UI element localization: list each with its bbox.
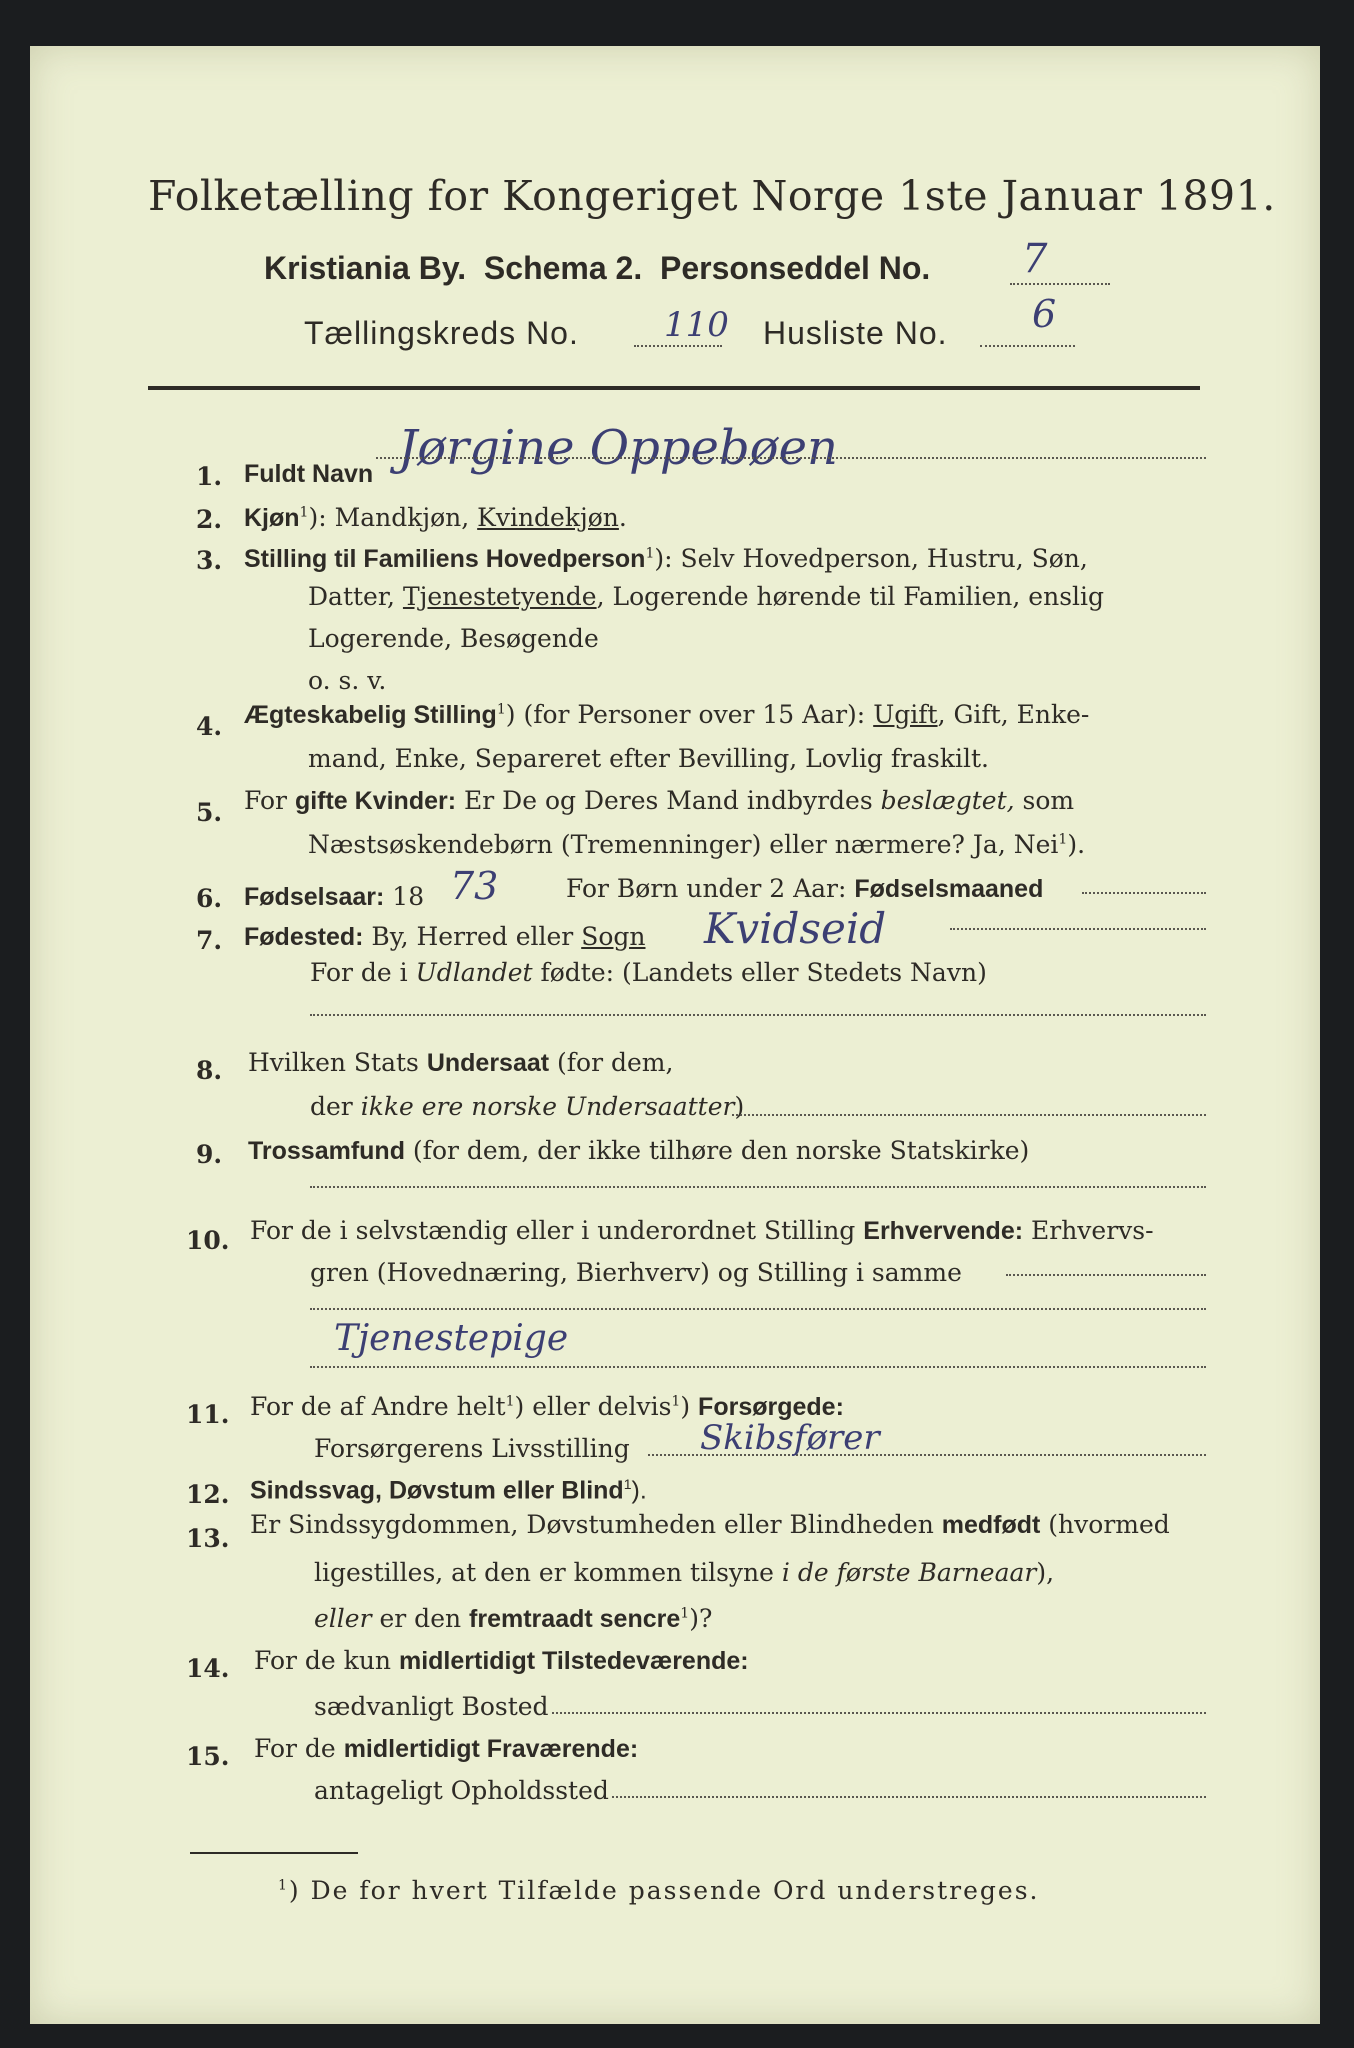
q5-b: gifte Kvinder:: [294, 787, 457, 815]
q13-l3-a: eller: [314, 1604, 372, 1633]
footnote-text: ) De for hvert Tilfælde passende Ord understreges.: [288, 1876, 1040, 1905]
q11-b: ) eller delvis: [514, 1392, 672, 1421]
form-title: Folketælling for Kongeriget Norge 1ste Januar 1891.: [148, 172, 1276, 220]
q15-a: For de: [254, 1734, 344, 1763]
q8-line-1: [248, 1048, 673, 1078]
header-rule: [148, 386, 1200, 390]
item-number-6: 6.: [196, 884, 223, 913]
q3-l2-c: , Logerende hørende til Familien, enslig: [596, 582, 1105, 611]
q6-rest: [566, 874, 1043, 904]
personseddel-dots: [1010, 283, 1110, 285]
q13-line-3: eller er den fremtraadt sencre$^1$)?: [314, 1604, 713, 1633]
q9-label: Trossamfund: [248, 1137, 405, 1165]
tellingskreds-number: 110: [664, 305, 729, 345]
q7-l2-c: fødte: (Landets eller Stedets Navn): [532, 958, 987, 987]
q10-c: Erhvervs-: [1023, 1216, 1154, 1245]
q6-rest-b: Fødselsmaaned: [854, 875, 1044, 903]
q3-line-4: o. s. v.: [308, 666, 387, 695]
personseddel-label: Personseddel No.: [660, 250, 931, 286]
q8-dots: [732, 1114, 1206, 1116]
item-number-12: 12.: [186, 1480, 230, 1509]
q6-label: Fødselsaar:: [244, 883, 385, 911]
q13-l3-b: er den: [371, 1604, 470, 1633]
q9-line: [248, 1136, 1029, 1166]
q7-dots-2: [310, 1014, 1206, 1016]
q15-line-1: [254, 1734, 638, 1764]
q7-l2-b: Udlandet: [415, 958, 533, 987]
q4-line-1: Ægteskabelig Stilling$^1$) (for Personer over 15 Aar): Ugift, Gift, Enke-: [244, 700, 1090, 729]
q14-a: For de kun: [254, 1646, 399, 1675]
q12-text: Sindssvag, Døvstum eller Blind: [250, 1476, 624, 1505]
q6-year-value: 73: [450, 864, 499, 908]
q2-line: Kjøn$^1$): Mandkjøn, Kvindekjøn.: [244, 503, 627, 532]
q7-line-2: [310, 958, 987, 987]
q10-dots-3: [310, 1366, 1206, 1368]
q1-dots: [376, 457, 1206, 459]
q5-c: Er De og Deres Mand indbyrdes: [456, 786, 881, 815]
q7-label: Fødested:: [244, 923, 364, 951]
q8-line-2: [310, 1092, 744, 1121]
item-number-5: 5.: [196, 798, 223, 827]
q9-rest: (for dem, der ikke tilhøre den norske Statskirke): [404, 1136, 1030, 1165]
q4-l1-a: ) (for Personer over 15 Aar):: [505, 700, 874, 729]
q3-l2-a: Datter,: [308, 582, 403, 611]
item-number-15: 15.: [186, 1742, 230, 1771]
q2-label: Kjøn: [244, 504, 300, 532]
husliste-number: 6: [1032, 292, 1057, 336]
q9-dots: [310, 1186, 1206, 1188]
q11-a: For de af Andre helt: [250, 1392, 506, 1421]
q13-l2-a: ligestilles, at den er kommen tilsyne: [314, 1558, 782, 1587]
q10-dots-1: [1006, 1274, 1206, 1276]
tellingskreds-label: Tællingskreds No.: [304, 315, 579, 351]
q8-l2-a: der: [310, 1092, 361, 1121]
q2-sup: 1: [299, 504, 309, 521]
q12-end: ).: [631, 1476, 647, 1505]
item-number-4: 4.: [196, 712, 223, 741]
item-number-8: 8.: [196, 1056, 223, 1085]
schema-label: Schema 2.: [483, 250, 643, 286]
item-number-2: 2.: [196, 505, 223, 534]
q15-b: midlertidigt Fraværende:: [343, 1735, 639, 1763]
q5-line-2: Næstsøskendebørn (Tremenninger) eller nærmere? Ja, Nei$^1$).: [308, 830, 1086, 859]
q3-l2-b: Tjenestetyende: [402, 582, 597, 611]
q11-provider-value: Skibsfører: [700, 1418, 880, 1458]
tellingskreds-dots: [634, 345, 722, 347]
q7-line-1: [244, 922, 646, 952]
item-number-11: 11.: [186, 1400, 230, 1429]
q13-a: Er Sindssygdommen, Døvstumheden eller Blindheden: [250, 1510, 942, 1539]
item-number-13: 13.: [186, 1524, 230, 1553]
city-label: Kristiania By.: [264, 250, 467, 286]
q13-b: medfødt: [941, 1511, 1041, 1539]
item-number-10: 10.: [186, 1226, 230, 1255]
q11-line-2: Forsørgerens Livsstilling: [314, 1434, 630, 1463]
q7-b: Sogn: [581, 922, 646, 951]
q11-line-1: For de af Andre helt$^1$) eller delvis$^1$) Forsørgede:: [250, 1392, 844, 1421]
husliste-dots: [980, 345, 1075, 347]
q5-l2: Næstsøskendebørn (Tremenninger) eller nærmere? Ja, Nei: [308, 830, 1059, 859]
q11-d: Forsørgede:: [698, 1393, 844, 1421]
item-number-14: 14.: [186, 1654, 230, 1683]
q7-place-value: Kvidseid: [704, 904, 887, 953]
q10-line-2: gren (Hovednæring, Bierhverv) og Stilling i samme: [310, 1258, 962, 1287]
q10-a: For de i selvstændig eller i underordnet Stilling: [250, 1216, 864, 1245]
item-number-1: 1.: [196, 462, 223, 491]
q3-line-3: Logerende, Besøgende: [308, 624, 599, 653]
q10-dots-2: [310, 1308, 1206, 1310]
q7-a: By, Herred eller: [363, 922, 582, 951]
q14-dots: [552, 1712, 1206, 1714]
q8-b: Undersaat: [426, 1049, 550, 1077]
q6-rest-a: For Børn under 2 Aar:: [566, 874, 855, 903]
item-number-3: 3.: [196, 546, 223, 575]
q3-line1-rest: ): Selv Hovedperson, Hustru, Søn,: [654, 544, 1088, 573]
header-line-2: [264, 250, 930, 287]
q10-b: Erhvervende:: [863, 1217, 1024, 1245]
footnote-sup: 1: [278, 1877, 289, 1894]
q10-line-1: [250, 1216, 1154, 1246]
q11-c: ): [680, 1392, 699, 1421]
q4-label: Ægteskabelig Stilling: [244, 701, 497, 729]
q13-l2-c: ),: [1036, 1558, 1055, 1587]
q14-b: midlertidigt Tilstedeværende:: [398, 1647, 749, 1675]
q3-line-2: [308, 582, 1104, 611]
q13-l2-b: i de første Barneaar: [781, 1558, 1037, 1587]
q13-line-2: [314, 1558, 1054, 1587]
q7-l2-a: For de i: [310, 958, 416, 987]
q8-c: (for dem,: [549, 1048, 674, 1077]
q5-a: For: [244, 786, 295, 815]
q13-line-1: [250, 1510, 1170, 1540]
q4-line-2: mand, Enke, Separeret efter Bevilling, Lovlig fraskilt.: [308, 744, 989, 773]
q8-l2-b: ikke ere norske Undersaatter: [360, 1092, 735, 1121]
q1-label: Fuldt Navn: [244, 460, 374, 488]
footnote: [278, 1876, 1039, 1905]
q8-a: Hvilken Stats: [248, 1048, 427, 1077]
q4-l1-b: Ugift: [873, 700, 938, 729]
q1-name-value: Jørgine Oppebøen: [398, 420, 838, 476]
q13-l3-c: fremtraadt sencre: [469, 1605, 681, 1633]
husliste-label: Husliste No.: [763, 315, 948, 351]
q5-e: som: [1014, 786, 1075, 815]
q3-line-1: Stilling til Familiens Hovedperson$^1$): Selv Hovedperson, Hustru, Søn,: [244, 544, 1088, 573]
q15-dots: [612, 1796, 1206, 1798]
q6-line: [244, 882, 424, 912]
item-number-9: 9.: [196, 1140, 223, 1169]
q4-l1-c: , Gift, Enke-: [937, 700, 1090, 729]
q13-c: (hvormed: [1040, 1510, 1170, 1539]
q6-dots: [1082, 892, 1206, 894]
q13-l3-d: )?: [689, 1604, 713, 1633]
q14-line-1: [254, 1646, 749, 1676]
q8-l2-c: ): [734, 1092, 745, 1121]
q2-options-b: Kvindekjøn: [477, 503, 619, 532]
q14-line-2: sædvanligt Bosted: [314, 1692, 549, 1721]
q5-d: beslægtet,: [880, 786, 1015, 815]
q15-line-2: antageligt Opholdssted: [314, 1776, 609, 1805]
q6-prefix: 18: [392, 882, 425, 911]
q10-occupation-value: Tjenestepige: [334, 1318, 569, 1359]
q5-line-1: [244, 786, 1074, 816]
item-number-7: 7.: [196, 926, 223, 955]
footnote-rule: [190, 1852, 358, 1854]
personseddel-number: 7: [1022, 236, 1048, 282]
q3-label: Stilling til Familiens Hovedperson: [244, 545, 646, 573]
q12-line: Sindssvag, Døvstum eller Blind$^1$).: [250, 1476, 647, 1505]
q7-dots: [950, 928, 1206, 930]
q2-options-a: ): Mandkjøn,: [308, 503, 478, 532]
